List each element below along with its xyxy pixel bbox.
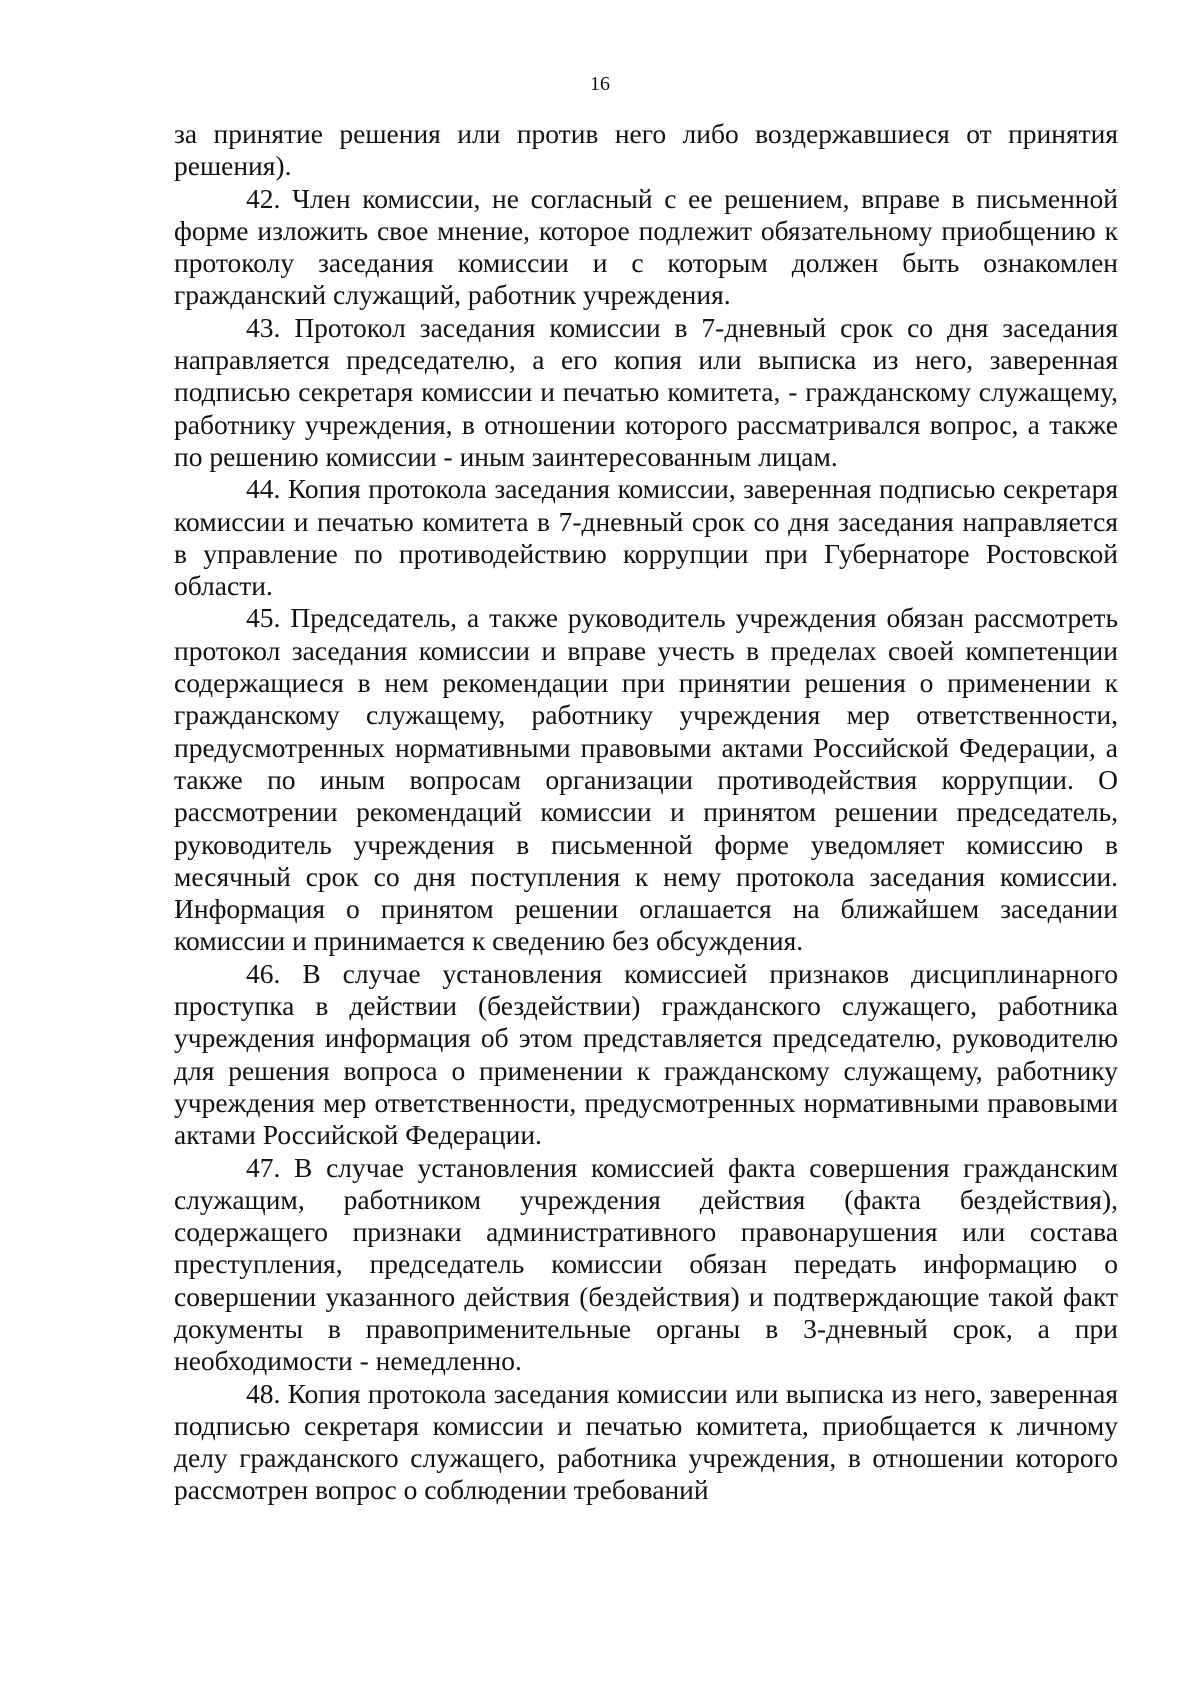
paragraph-47: 47. В случае установления комиссией факта совершения гражданским служащим, работником учреждения действия (факта бездействия), содержащего признаки административного правонарушения или состава преступления, председатель комиссии обязан передать информацию о совершении указанного действия (бездействия) и подтверждающие такой факт документы в правоприменительные органы в 3-дневный срок, а при необходимости - немедленно. (174, 1151, 1118, 1377)
paragraph-42: 42. Член комиссии, не согласный с ее решением, вправе в письменной форме изложить свое мнение, которое подлежит обязательному приобщению к протоколу заседания комиссии и с которым должен быть ознакомлен гражданский служащий, работник учреждения. (174, 182, 1118, 311)
page-number: 16 (590, 73, 610, 95)
paragraph-46: 46. В случае установления комиссией признаков дисциплинарного проступка в действии (бездействии) гражданского служащего, работника учреждения информация об этом представляется председателю, руководителю для решения вопроса о применении к гражданскому служащему, работнику учреждения мер ответственности, предусмотренных нормативными правовыми актами Российской Федерации. (174, 957, 1118, 1151)
paragraph-44: 44. Копия протокола заседания комиссии, заверенная подписью секретаря комиссии и печатью комитета в 7-дневный срок со дня заседания направляется в управление по противодействию коррупции при Губернаторе Ростовской области. (174, 473, 1118, 602)
paragraph-45: 45. Председатель, а также руководитель учреждения обязан рассмотреть протокол заседания комиссии и вправе учесть в пределах своей компетенции содержащиеся в нем рекомендации при принятии решения о применении к гражданскому служащему, работнику учреждения мер ответственности, предусмотренных нормативными правовыми актами Российской Федерации, а также по иным вопросам организации противодействия коррупции. О рассмотрении рекомендаций комиссии и принятом решении председатель, руководитель учреждения в письменной форме уведомляет комиссию в месячный срок со дня поступления к нему протокола заседания комиссии. Информация о принятом решении оглашается на ближайшем заседании комиссии и принимается к сведению без обсуждения. (174, 602, 1118, 957)
paragraph-43: 43. Протокол заседания комиссии в 7-дневный срок со дня заседания направляется председателю, а его копия или выписка из него, заверенная подписью секретаря комиссии и печатью комитета, - гражданскому служащему, работнику учреждения, в отношении которого рассматривался вопрос, а также по решению комиссии - иным заинтересованным лицам. (174, 311, 1118, 472)
paragraph-48: 48. Копия протокола заседания комиссии или выписка из него, заверенная подписью секретаря комиссии и печатью комитета, приобщается к личному делу гражданского служащего, работника учреждения, в отношении которого рассмотрен вопрос о соблюдении требований (174, 1377, 1118, 1506)
document-body (174, 118, 1118, 1507)
paragraph-continuation: за принятие решения или против него либо воздержавшиеся от принятия решения). (174, 118, 1118, 182)
